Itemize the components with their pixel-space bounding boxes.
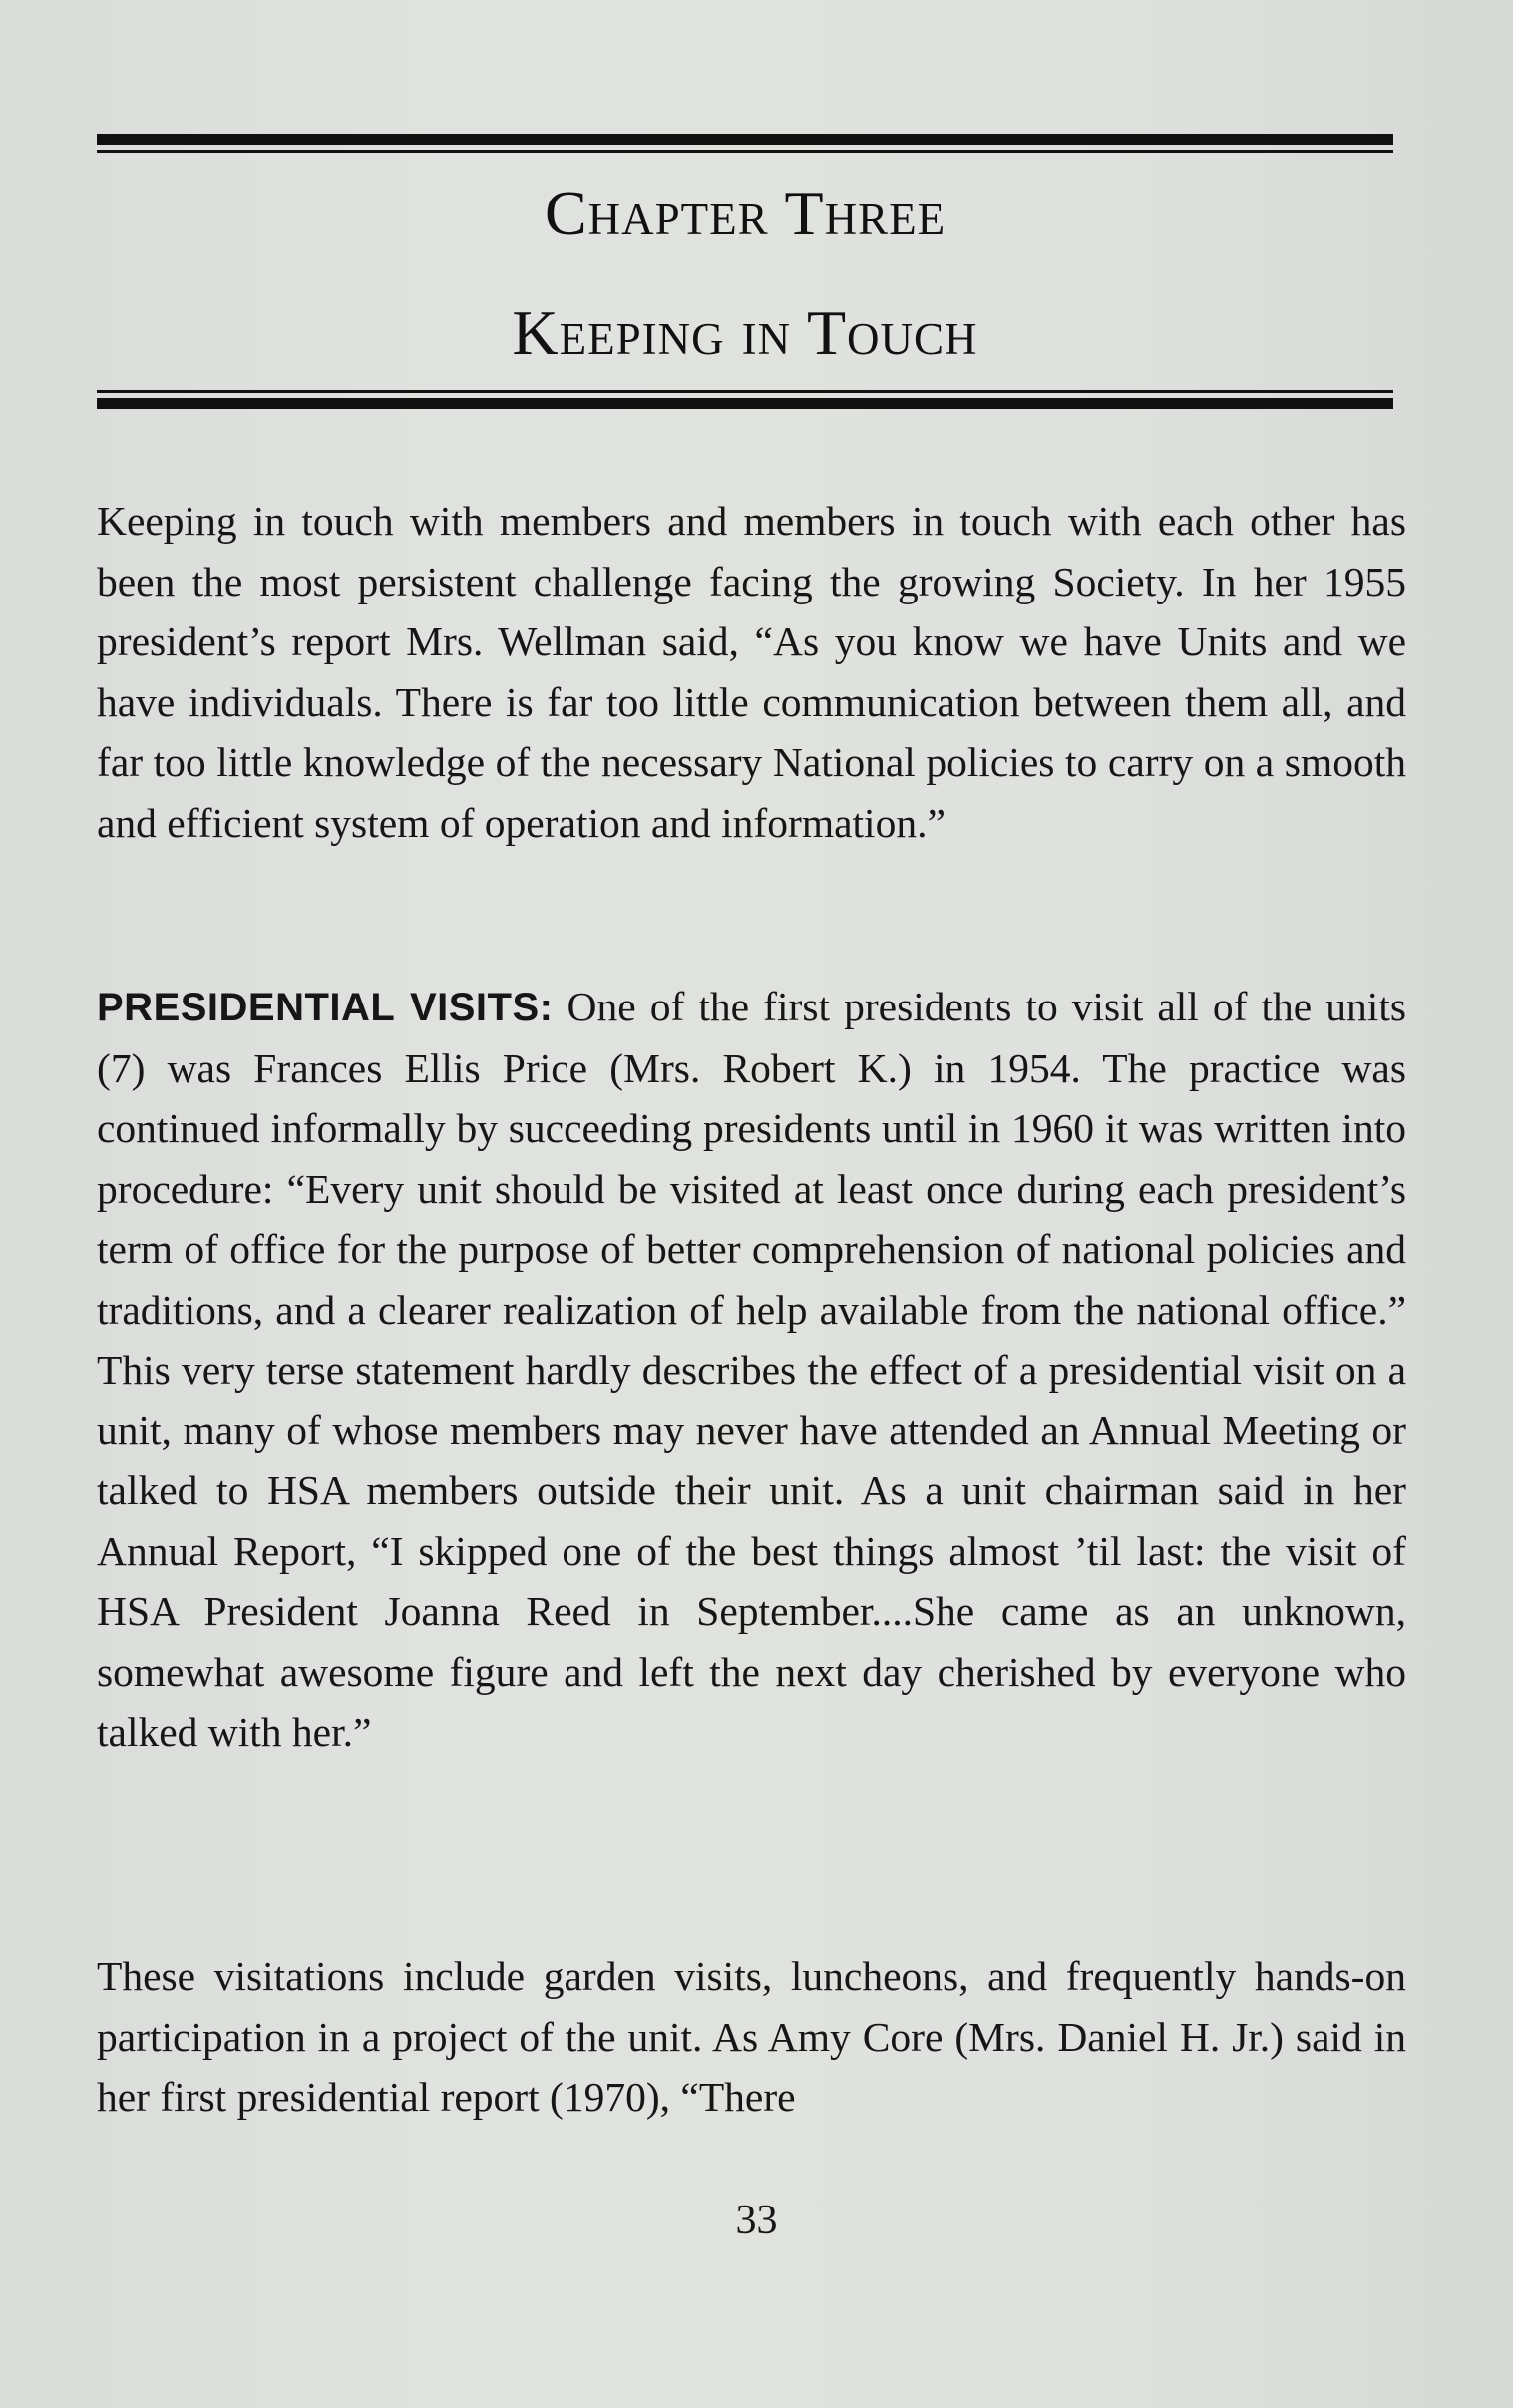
bottom-rule-thick-line	[97, 398, 1393, 409]
intro-paragraph	[97, 491, 1406, 853]
presidential-visits-text: One of the first presidents to visit all of the units (7) was Frances Ellis Price (Mrs. Robert K.) in 1954. The practice was continued informally by succeeding presidents until in 1960 it was written into procedure: “Every unit should be visited at least once during each president’s term of office for the purpose of better comprehension of national policies and traditions, and a clearer realization of help available from the national office.” This very terse statement hardly describes the effect of a presidential visit on a unit, many of whose members may never have attended an Annual Meeting or talked to HSA members outside their unit. As a unit chairman said in her Annual Report, “I skipped one of the best things almost ’til last: the visit of HSA President Joanna Reed in September....She came as an unknown, somewhat awesome figure and left the next day cherished by everyone who talked with her.”	[97, 984, 1406, 1755]
visitations-paragraph-text: These visitations include garden visits, luncheons, and frequently hands-on participation in a project of the unit. As Amy Core (Mrs. Daniel H. Jr.) said in her first presidential report (1970), “There	[97, 1953, 1406, 2120]
heading-top-rule	[97, 134, 1393, 153]
bottom-rule-thin-line	[97, 390, 1393, 393]
top-rule-thin-line	[97, 150, 1393, 153]
heading-bottom-rule	[97, 390, 1393, 409]
top-rule-thick-line	[97, 134, 1393, 145]
page-number: 33	[735, 2198, 778, 2243]
visitations-paragraph	[97, 1946, 1406, 2128]
chapter-label: Chapter Three	[544, 178, 946, 248]
section-lead-heading: PRESIDENTIAL VISITS:	[97, 986, 554, 1029]
chapter-title: Keeping in Touch	[512, 297, 978, 368]
presidential-visits-paragraph	[97, 977, 1406, 1763]
intro-paragraph-text: Keeping in touch with members and members in touch with each other has been the most persistent challenge facing the growing Society. In her 1955 president’s report Mrs. Wellman said, “As you know we have Units and we have individuals. There is far too little communication between them all, and far too little knowledge of the necessary National policies to carry on a smooth and efficient system of operation and information.”	[97, 498, 1406, 846]
